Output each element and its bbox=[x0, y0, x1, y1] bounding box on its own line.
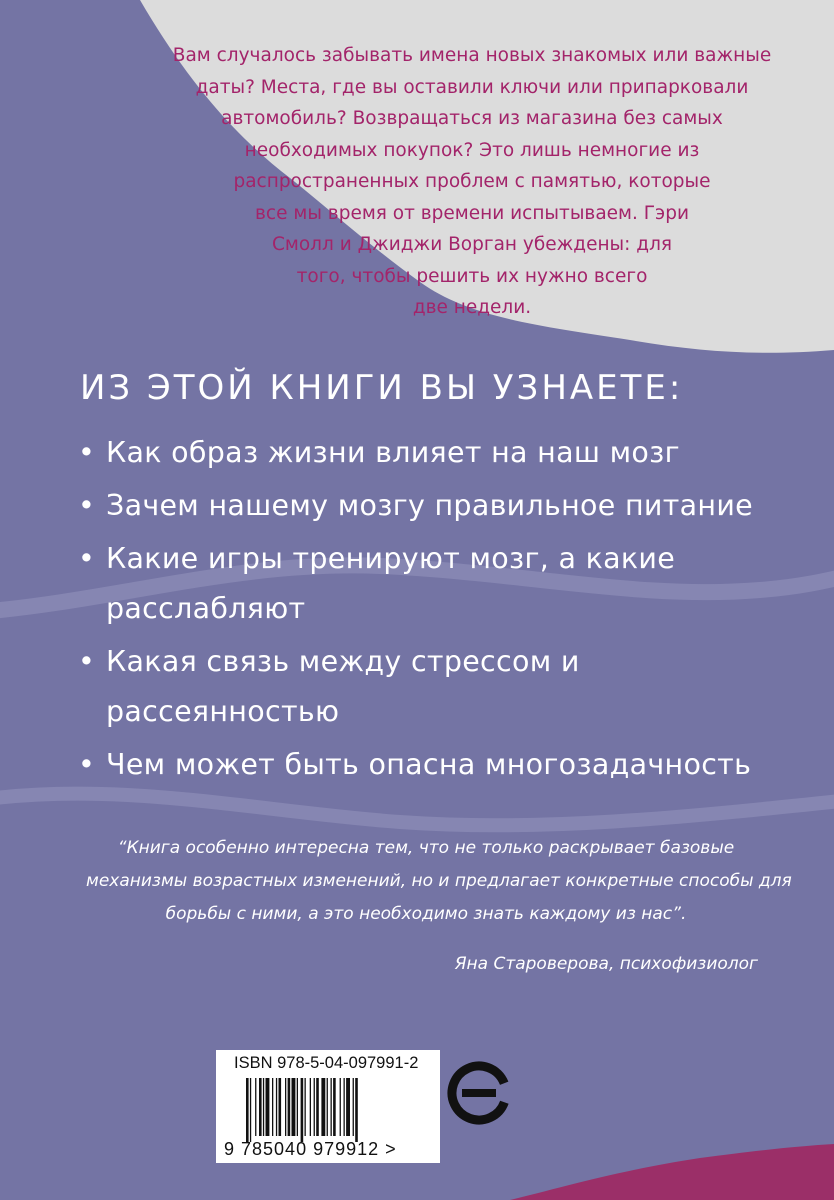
bullet-dot: • bbox=[78, 748, 96, 781]
intro-line: все мы время от времени испытываем. Гэри bbox=[255, 202, 689, 224]
barcode-digits: 9 785040 979912 > bbox=[224, 1139, 397, 1159]
barcode-bar bbox=[285, 1078, 286, 1136]
barcode-bar bbox=[250, 1078, 251, 1142]
intro-line: Смолл и Джиджи Ворган убеждены: для bbox=[271, 234, 673, 255]
barcode-bar bbox=[316, 1078, 319, 1136]
barcode-bars bbox=[246, 1078, 416, 1142]
eksmo-logo-icon bbox=[446, 1060, 512, 1126]
barcode-bar bbox=[346, 1078, 350, 1136]
barcode-bar bbox=[331, 1078, 332, 1136]
barcode-bar bbox=[297, 1078, 298, 1136]
barcode-bar bbox=[314, 1078, 315, 1136]
learn-list bbox=[78, 428, 798, 793]
bullet-dot: • bbox=[78, 645, 96, 678]
learn-list-item bbox=[78, 637, 798, 737]
learn-item-text-continued: расслабляют bbox=[106, 592, 306, 625]
learn-list-item bbox=[78, 481, 798, 531]
bullet-dot: • bbox=[78, 436, 96, 469]
learn-heading: ИЗ ЭТОЙ КНИГИ ВЫ УЗНАЕТЕ: bbox=[80, 368, 684, 408]
barcode-bar bbox=[279, 1078, 282, 1136]
barcode-bar bbox=[272, 1078, 273, 1136]
quote-line: борьбы с ними, а это необходимо знать каждому из нас”. bbox=[165, 904, 687, 924]
barcode-bar bbox=[288, 1078, 291, 1136]
barcode-bar bbox=[276, 1078, 277, 1136]
barcode-bar bbox=[353, 1078, 354, 1136]
intro-line: того, чтобы решить их нужно всего bbox=[296, 265, 648, 287]
learn-item-text: Зачем нашему мозгу правильное питание bbox=[106, 489, 753, 522]
intro-paragraph bbox=[158, 40, 786, 324]
quote-line: “Книга особенно интересна тем, что не только раскрывает базовые bbox=[117, 838, 735, 858]
barcode-bar bbox=[263, 1078, 264, 1136]
barcode-bar bbox=[246, 1078, 249, 1142]
barcode-bar bbox=[255, 1078, 256, 1136]
barcode-bar bbox=[266, 1078, 270, 1136]
learn-list-item bbox=[78, 740, 798, 790]
barcode-bar bbox=[310, 1078, 311, 1136]
bullet-dot: • bbox=[78, 542, 96, 575]
learn-item-text: Чем может быть опасна многозадачность bbox=[106, 748, 752, 781]
barcode-bar bbox=[305, 1078, 306, 1136]
barcode-bar bbox=[301, 1078, 304, 1142]
bullet-dot: • bbox=[78, 489, 96, 522]
learn-item-text: Какие игры тренируют мозг, а какие bbox=[106, 542, 676, 575]
isbn-number: ISBN 978-5-04-097991-2 bbox=[234, 1054, 419, 1072]
intro-line: даты? Места, где вы оставили ключи или припарковали bbox=[195, 76, 749, 98]
barcode-bar bbox=[333, 1078, 336, 1136]
intro-line: распространенных проблем с памятью, которые bbox=[233, 171, 711, 192]
isbn-barcode[interactable] bbox=[216, 1050, 440, 1163]
intro-line: две недели. bbox=[412, 297, 532, 318]
barcode-bar bbox=[340, 1078, 341, 1136]
learn-list-item bbox=[78, 428, 798, 478]
barcode-bar bbox=[327, 1078, 328, 1136]
barcode-bar bbox=[321, 1078, 325, 1136]
barcode-bar bbox=[355, 1078, 358, 1142]
intro-line: необходимых покупок? Это лишь немногие из bbox=[244, 139, 700, 161]
review-quote bbox=[86, 832, 792, 931]
barcode-bar bbox=[344, 1078, 345, 1136]
learn-item-text: Какая связь между стрессом и bbox=[106, 645, 580, 678]
quote-line: механизмы возрастных изменений, но и предлагает конкретные способы для bbox=[86, 871, 792, 891]
intro-line: автомобиль? Возвращаться из магазина без самых bbox=[221, 108, 723, 129]
intro-line: Вам случалось забывать имена новых знакомых или важные bbox=[172, 45, 772, 66]
learn-item-text: Как образ жизни влияет на наш мозг bbox=[106, 436, 680, 469]
learn-item-text-continued: рассеянностью bbox=[106, 695, 340, 728]
quote-author: Яна Староверова, психофизиолог bbox=[454, 954, 758, 974]
barcode-bar bbox=[292, 1078, 296, 1136]
learn-list-item bbox=[78, 534, 798, 634]
barcode-bar bbox=[259, 1078, 262, 1136]
